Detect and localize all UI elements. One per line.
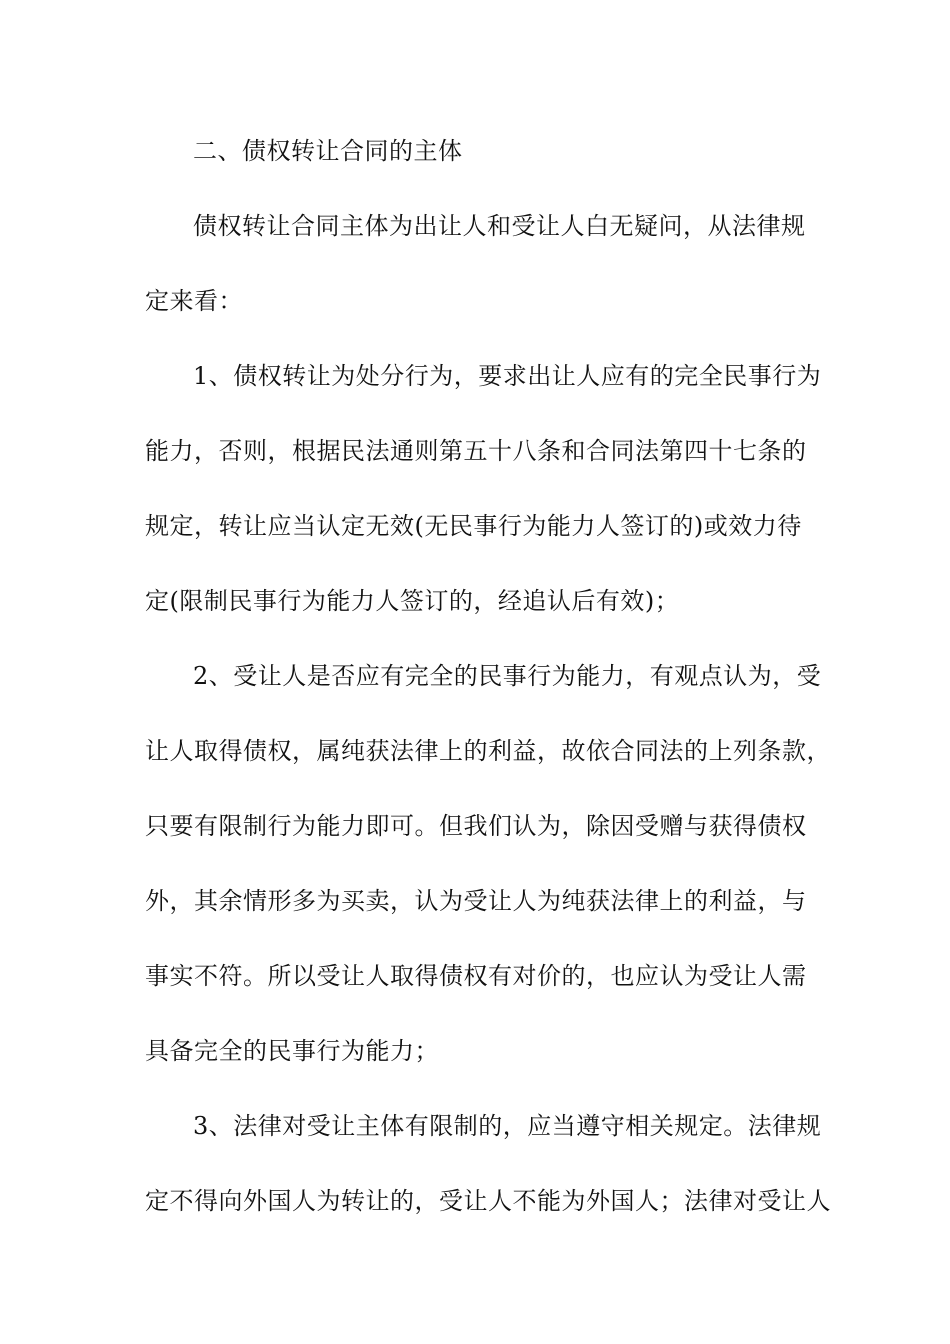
paragraph-line: 2、受让人是否应有完全的民事行为能力，有观点认为，受 [193, 662, 822, 690]
paragraph-line: 事实不符。所以受让人取得债权有对价的，也应认为受让人需 [145, 962, 807, 990]
paragraph-line: 具备完全的民事行为能力； [145, 1037, 439, 1065]
paragraph-line: 债权转让合同主体为出让人和受让人白无疑问，从法律规 [193, 212, 806, 240]
paragraph-line: 能力，否则，根据民法通则第五十八条和合同法第四十七条的 [145, 437, 807, 465]
paragraph-line: 定(限制民事行为能力人签订的，经追认后有效)； [145, 587, 680, 615]
paragraph-line: 外，其余情形多为买卖，认为受让人为纯获法律上的利益，与 [145, 887, 807, 915]
paragraph-line: 让人取得债权，属纯获法律上的利益，故依合同法的上列条款， [145, 737, 831, 765]
paragraph-line: 1、债权转让为处分行为，要求出让人应有的完全民事行为 [193, 362, 822, 390]
paragraph-line: 定不得向外国人为转让的，受让人不能为外国人；法律对受让人 [145, 1187, 831, 1215]
section-heading: 二、债权转让合同的主体 [193, 137, 463, 165]
paragraph-line: 定来看： [145, 287, 243, 315]
paragraph-line: 只要有限制行为能力即可。但我们认为，除因受赠与获得债权 [145, 812, 807, 840]
paragraph-line: 3、法律对受让主体有限制的，应当遵守相关规定。法律规 [193, 1112, 822, 1140]
paragraph-line: 规定，转让应当认定无效(无民事行为能力人签订的)或效力待 [145, 512, 802, 540]
